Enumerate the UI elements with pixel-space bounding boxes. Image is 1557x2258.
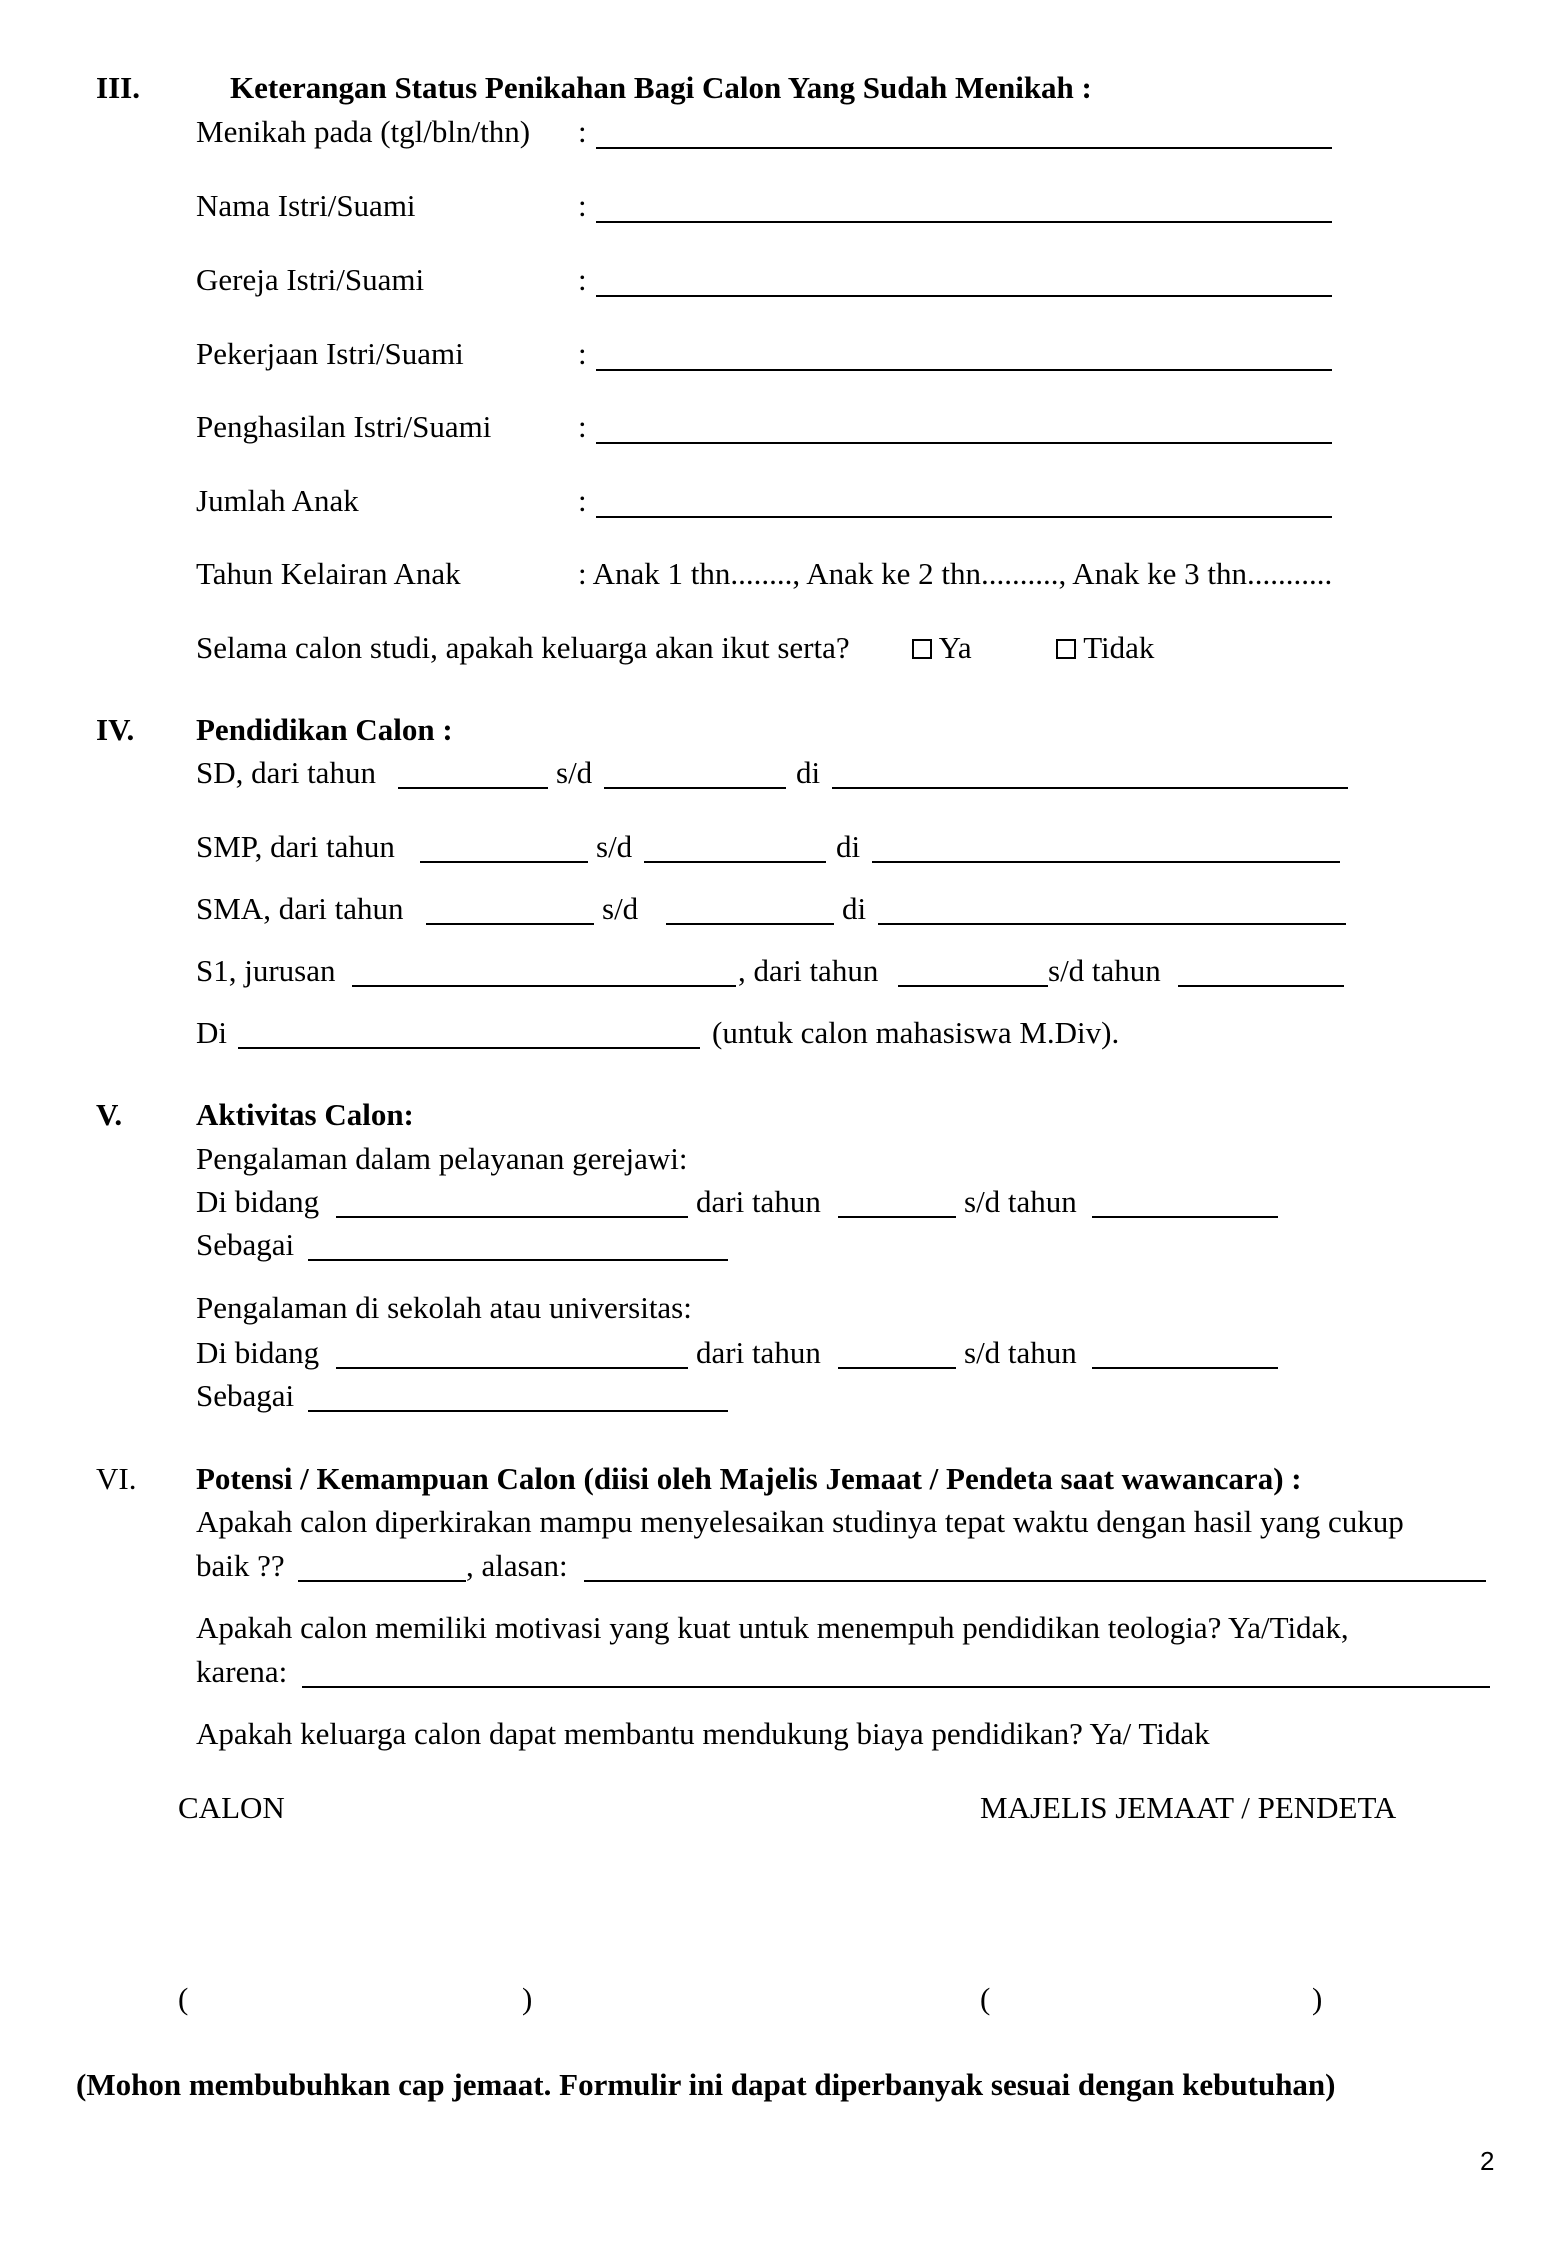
church-field-input[interactable] bbox=[336, 1215, 688, 1218]
children-count-field[interactable] bbox=[596, 515, 1332, 518]
church-field-label: Di bidang bbox=[196, 1184, 320, 1219]
sma-from-field[interactable] bbox=[426, 922, 594, 925]
field-colon: : bbox=[578, 409, 587, 444]
smp-at-text: di bbox=[836, 829, 861, 864]
children-count-label: Jumlah Anak bbox=[196, 483, 359, 518]
s1-place-field[interactable] bbox=[238, 1046, 700, 1049]
spouse-name-field[interactable] bbox=[596, 220, 1332, 223]
signature-candidate-open: ( bbox=[178, 1981, 189, 2016]
school-experience-title: Pengalaman di sekolah atau universitas: bbox=[196, 1290, 692, 1325]
s1-label: S1, jurusan bbox=[196, 953, 336, 988]
signature-council-close: ) bbox=[1312, 1981, 1323, 2016]
church-role-label: Sebagai bbox=[196, 1227, 295, 1262]
option-no[interactable] bbox=[1056, 632, 1154, 663]
checkbox-no[interactable] bbox=[1056, 639, 1076, 659]
option-no-label: Tidak bbox=[1083, 630, 1155, 665]
smp-to-field[interactable] bbox=[644, 860, 826, 863]
question-2-reason-label: karena: bbox=[196, 1654, 288, 1689]
s1-to-field[interactable] bbox=[1178, 984, 1344, 987]
s1-place-label: Di bbox=[196, 1015, 227, 1050]
sd-to-field[interactable] bbox=[604, 786, 786, 789]
spouse-church-label: Gereja Istri/Suami bbox=[196, 262, 425, 297]
smp-from-field[interactable] bbox=[420, 860, 588, 863]
question-1-line-1: Apakah calon diperkirakan mampu menyelesaikan studinya tepat waktu dengan hasil yang cukup bbox=[196, 1504, 1404, 1539]
church-from-field[interactable] bbox=[838, 1215, 956, 1218]
sd-from-field[interactable] bbox=[398, 786, 548, 789]
signature-candidate-close: ) bbox=[522, 1981, 533, 2016]
spouse-income-label: Penghasilan Istri/Suami bbox=[196, 409, 492, 444]
question-1-answer-field[interactable] bbox=[298, 1579, 466, 1582]
school-to-text: s/d tahun bbox=[964, 1335, 1077, 1370]
option-yes-label: Ya bbox=[938, 630, 972, 665]
question-2-line-1: Apakah calon memiliki motivasi yang kuat untuk menempuh pendidikan teologia? Ya/Tidak, bbox=[196, 1610, 1349, 1645]
smp-school-field[interactable] bbox=[872, 860, 1340, 863]
spouse-income-field[interactable] bbox=[596, 441, 1332, 444]
s1-major-field[interactable] bbox=[352, 984, 736, 987]
smp-to-text: s/d bbox=[596, 829, 633, 864]
children-birth-label: Tahun Kelairan Anak bbox=[196, 556, 461, 591]
field-colon: : bbox=[578, 336, 587, 371]
question-2-reason-field[interactable] bbox=[302, 1685, 1490, 1688]
married-date-field[interactable] bbox=[596, 146, 1332, 149]
church-role-field[interactable] bbox=[308, 1258, 728, 1261]
spouse-church-field[interactable] bbox=[596, 294, 1332, 297]
sma-school-field[interactable] bbox=[878, 922, 1346, 925]
section-3-numeral: III. bbox=[96, 70, 140, 105]
children-birth-value[interactable]: : Anak 1 thn........, Anak ke 2 thn.........., Anak ke 3 thn........... bbox=[578, 556, 1333, 591]
church-to-text: s/d tahun bbox=[964, 1184, 1077, 1219]
signature-council-open: ( bbox=[980, 1981, 991, 2016]
sma-to-field[interactable] bbox=[666, 922, 834, 925]
footer-note: (Mohon membubuhkan cap jemaat. Formulir ini dapat diperbanyak sesuai dengan kebutuhan) bbox=[76, 2067, 1336, 2102]
checkbox-yes[interactable] bbox=[912, 639, 932, 659]
sma-to-text: s/d bbox=[602, 891, 639, 926]
spouse-job-field[interactable] bbox=[596, 368, 1332, 371]
section-3-heading: Keterangan Status Penikahan Bagi Calon Yang Sudah Menikah : bbox=[230, 70, 1092, 105]
section-4-heading: Pendidikan Calon : bbox=[196, 712, 453, 747]
field-colon: : bbox=[578, 188, 587, 223]
question-1-reason-label: , alasan: bbox=[466, 1548, 568, 1583]
sd-school-field[interactable] bbox=[832, 786, 1348, 789]
page-number: 2 bbox=[1480, 2146, 1495, 2176]
school-from-text: dari tahun bbox=[696, 1335, 821, 1370]
question-3: Apakah keluarga calon dapat membantu mendukung biaya pendidikan? Ya/ Tidak bbox=[196, 1716, 1210, 1751]
school-field-input[interactable] bbox=[336, 1366, 688, 1369]
s1-from-field[interactable] bbox=[898, 984, 1048, 987]
signature-candidate-label: CALON bbox=[178, 1790, 285, 1825]
sd-label: SD, dari tahun bbox=[196, 755, 376, 790]
section-5-heading: Aktivitas Calon: bbox=[196, 1097, 414, 1132]
s1-from-text: , dari tahun bbox=[738, 953, 879, 988]
church-experience-title: Pengalaman dalam pelayanan gerejawi: bbox=[196, 1141, 688, 1176]
sma-label: SMA, dari tahun bbox=[196, 891, 404, 926]
smp-label: SMP, dari tahun bbox=[196, 829, 395, 864]
church-from-text: dari tahun bbox=[696, 1184, 821, 1219]
spouse-name-label: Nama Istri/Suami bbox=[196, 188, 416, 223]
option-yes[interactable] bbox=[912, 632, 972, 663]
school-from-field[interactable] bbox=[838, 1366, 956, 1369]
spouse-job-label: Pekerjaan Istri/Suami bbox=[196, 336, 464, 371]
sd-to-text: s/d bbox=[556, 755, 593, 790]
s1-to-text: s/d tahun bbox=[1048, 953, 1161, 988]
field-colon: : bbox=[578, 114, 587, 149]
school-role-label: Sebagai bbox=[196, 1378, 295, 1413]
question-1-line-2: baik ?? bbox=[196, 1548, 285, 1583]
school-to-field[interactable] bbox=[1092, 1366, 1278, 1369]
field-colon: : bbox=[578, 262, 587, 297]
school-role-field[interactable] bbox=[308, 1409, 728, 1412]
section-4-numeral: IV. bbox=[96, 712, 135, 747]
church-to-field[interactable] bbox=[1092, 1215, 1278, 1218]
section-5-numeral: V. bbox=[96, 1097, 123, 1132]
signature-council-label: MAJELIS JEMAAT / PENDETA bbox=[980, 1790, 1397, 1825]
s1-place-note: (untuk calon mahasiswa M.Div). bbox=[712, 1015, 1120, 1050]
question-1-reason-field[interactable] bbox=[584, 1579, 1486, 1582]
family-question: Selama calon studi, apakah keluarga akan ikut serta? bbox=[196, 630, 850, 665]
section-6-heading: Potensi / Kemampuan Calon (diisi oleh Majelis Jemaat / Pendeta saat wawancara) : bbox=[196, 1461, 1302, 1496]
school-field-label: Di bidang bbox=[196, 1335, 320, 1370]
married-date-label: Menikah pada (tgl/bln/thn) bbox=[196, 114, 531, 149]
field-colon: : bbox=[578, 483, 587, 518]
section-6-numeral: VI. bbox=[96, 1461, 137, 1496]
sma-at-text: di bbox=[842, 891, 867, 926]
sd-at-text: di bbox=[796, 755, 821, 790]
